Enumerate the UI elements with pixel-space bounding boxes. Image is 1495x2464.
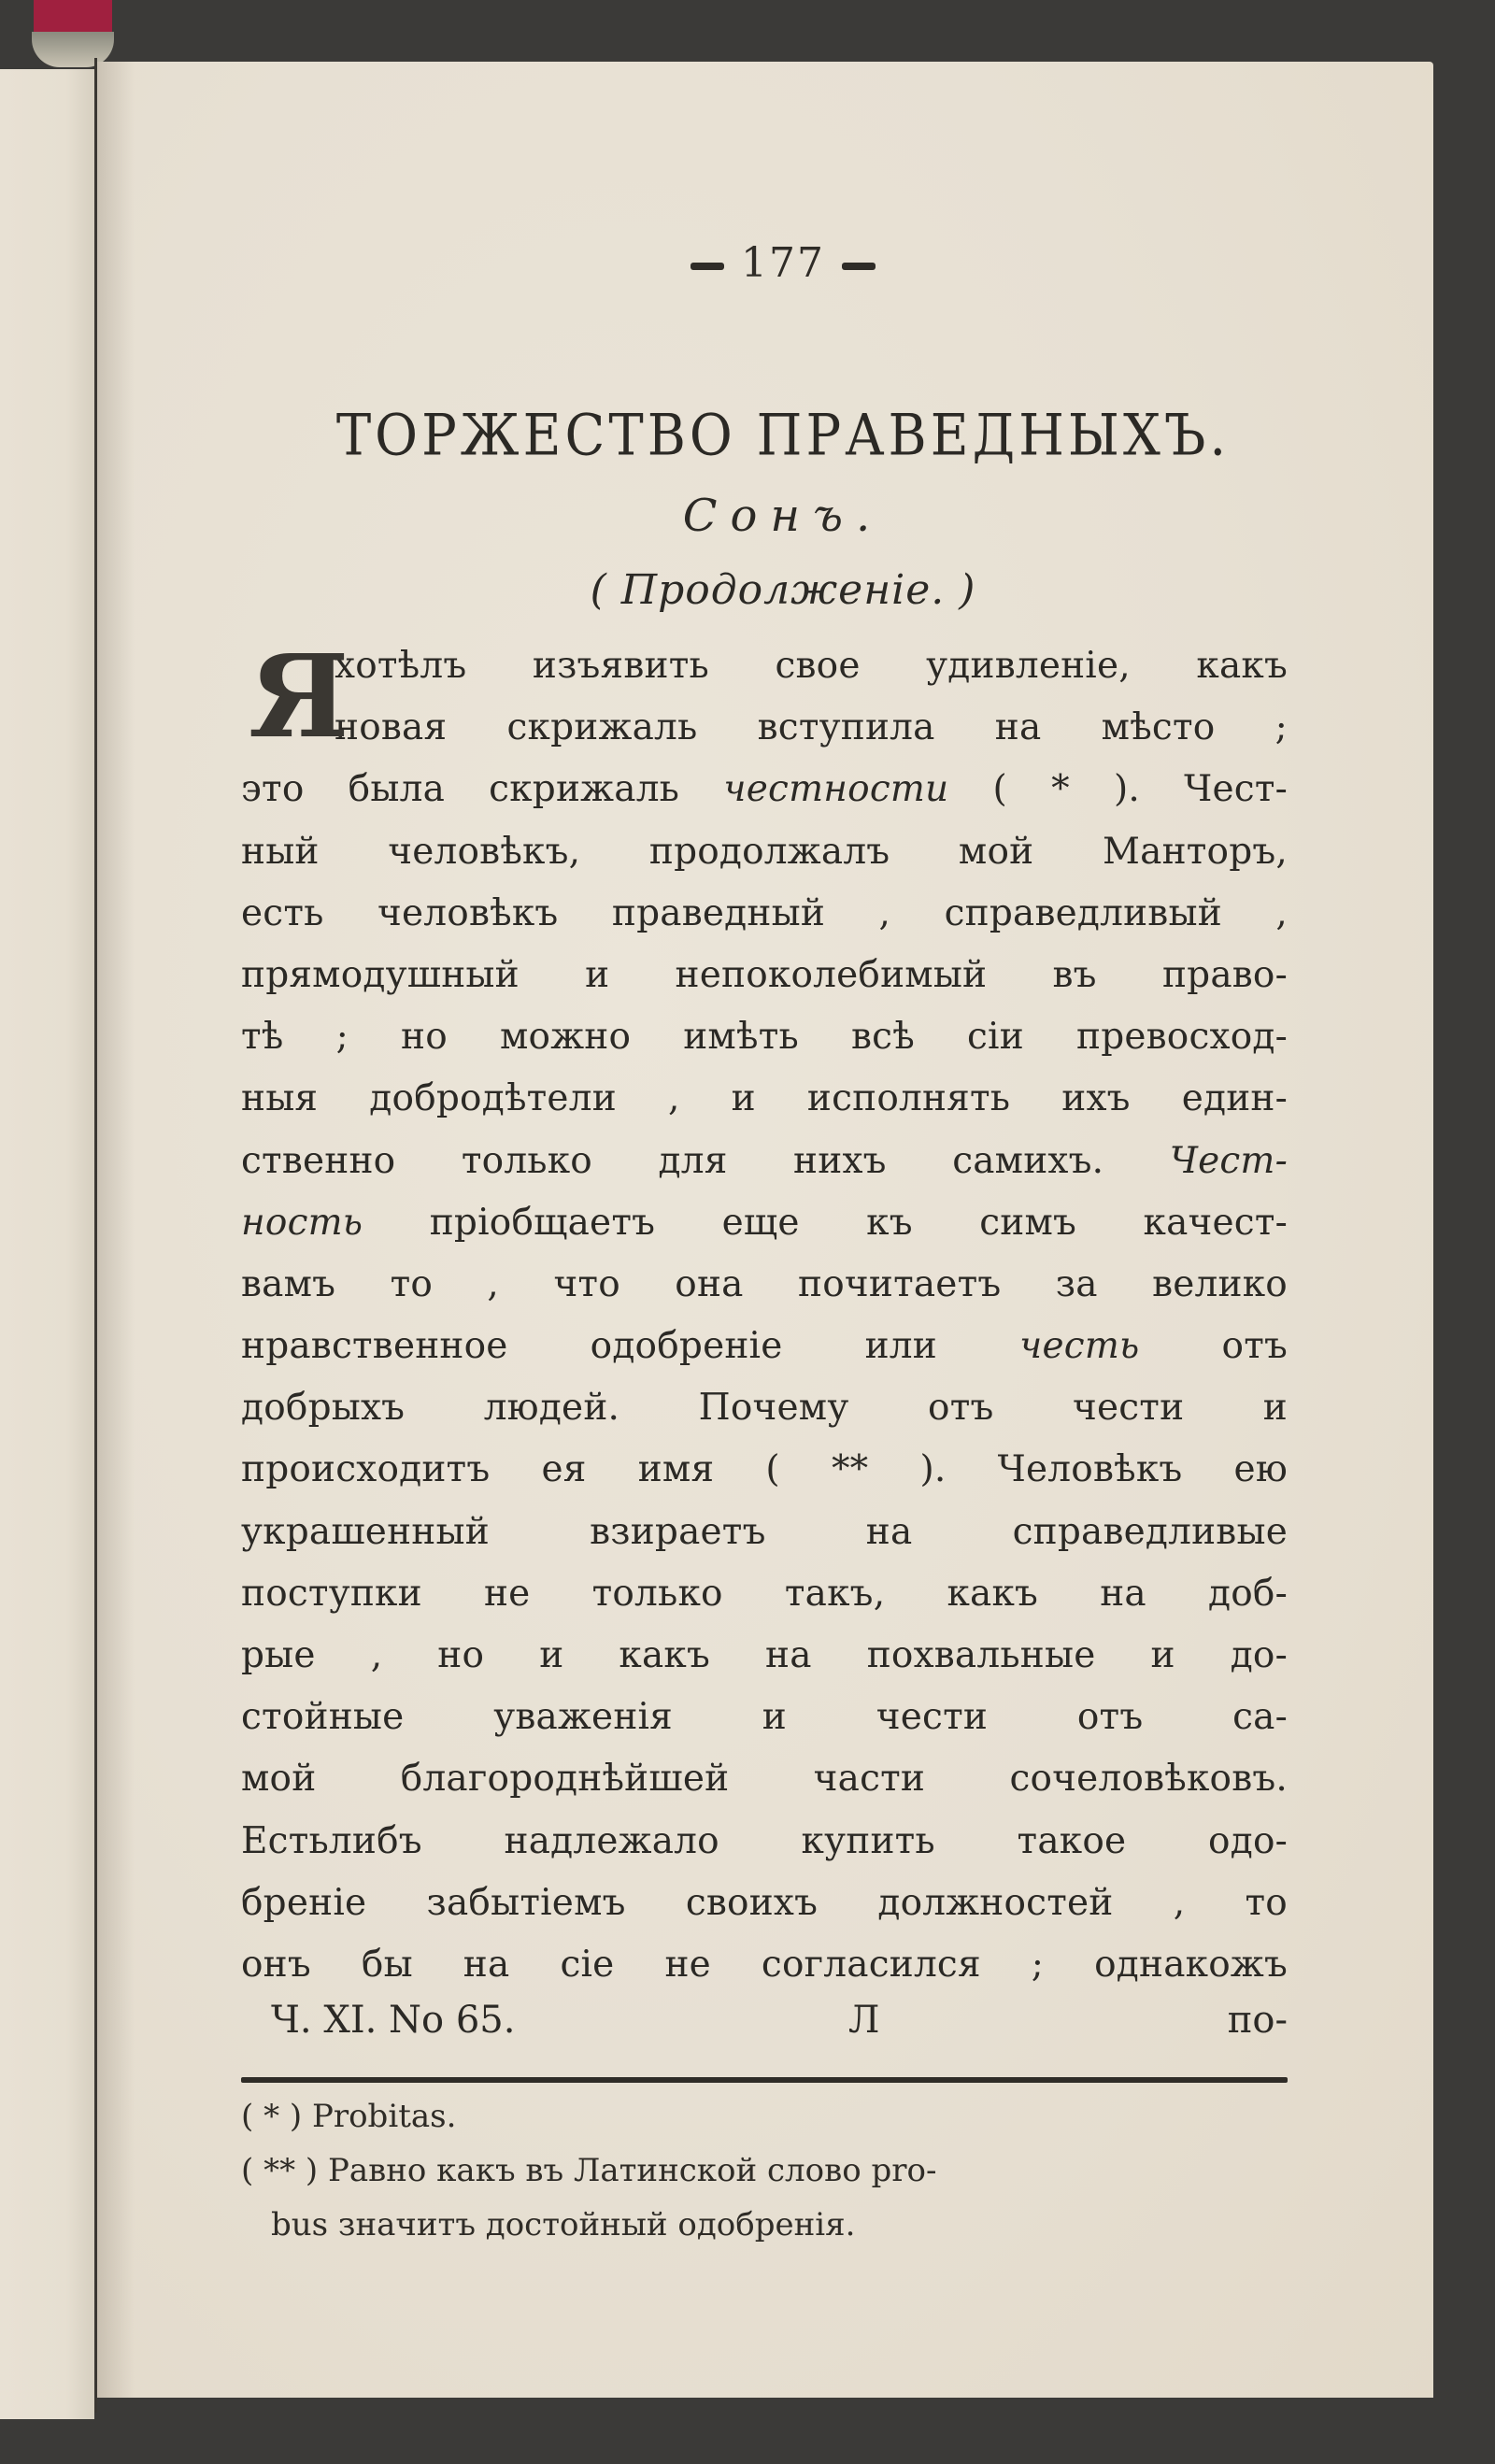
text-segment: ственно только для нихъ самихъ. [241,1139,1170,1182]
text-segment: есть человѣкъ праведный , справедливый , [241,891,1288,934]
footnote-continuation: bus значитъ достойный одобренія. [271,2206,856,2243]
text-segment: это была скрижаль [241,768,724,811]
text-segment: происходитъ ея имя ( ** ). Человѣкъ ею [241,1448,1288,1491]
text-line [241,1811,1288,1873]
text-segment: новая скрижаль вступила на мѣсто ; [335,706,1288,749]
text-line [241,1254,1288,1316]
page-number-value: 177 [741,239,825,287]
text-line [241,1687,1288,1748]
text-line [241,1192,1288,1254]
italic-text: ность [241,1201,363,1244]
text-segment: тѣ ; но можно имѣть всѣ сіи превосход- [241,1016,1288,1059]
text-segment: вамъ то , что она почитаетъ за велико [241,1262,1288,1305]
text-line [241,1439,1288,1501]
chapter-subtitle: Сонъ. [682,490,884,542]
text-segment: ный человѣкъ, продолжалъ мой Манторъ, [241,830,1288,873]
text-segment: ныя добродѣтели , и исполнять ихъ един- [241,1077,1288,1120]
text-segment: ( * ). Чест- [948,768,1288,811]
signature-line [241,1992,1288,2048]
left-page-edge [0,69,94,2419]
text-line [241,1748,1288,1810]
text-line [241,1316,1288,1377]
italic-text: честности [723,768,949,811]
text-segment: отъ [1139,1325,1288,1368]
text-line [241,1006,1288,1068]
text-line [241,1873,1288,1934]
text-segment: пріобщаетъ еще къ симъ качест- [363,1201,1288,1244]
text-line [241,821,1288,883]
book-page [97,62,1433,2398]
footnotes [241,2089,1288,2252]
text-segment: прямодушный и непоколебимый въ право- [241,953,1288,996]
chapter-title: ТОРЖЕСТВО ПРАВЕДНЫХЪ. [335,403,1231,469]
footnote-rule [241,2077,1288,2083]
dash-ornament [842,263,876,270]
text-line [241,1502,1288,1563]
text-segment: рые , но и какъ на похвальные и до- [241,1634,1288,1676]
text-line [241,1068,1288,1130]
continued-label: ( Продолженіе. ) [590,566,976,614]
footnote: ( * ) Probitas. [241,2098,457,2135]
signature-mark: Л [848,1999,880,2042]
part-number: Ч. XI. No 65. [271,1999,516,2042]
bookmark-ribbon [34,0,112,34]
footnote: ( ** ) Равно какъ въ Латинской слово pro- [241,2152,937,2189]
text-line [241,1934,1288,1996]
text-line [241,697,1288,759]
text-line [241,1131,1288,1192]
catchword: по- [1227,1999,1288,2042]
text-line [241,1625,1288,1687]
italic-text: честь [1019,1325,1140,1368]
text-line [241,1563,1288,1625]
text-segment: добрыхъ людей. Почему отъ чести и [241,1387,1288,1430]
text-segment: нравственное одобреніе или [241,1325,1020,1368]
text-segment: украшенный взираетъ на справедливые [241,1510,1288,1553]
text-segment: онъ бы на сіе не согласился ; однакожъ [241,1943,1288,1986]
text-segment: мой благороднѣйшей части сочеловѣковъ. [241,1758,1288,1801]
page-number [241,239,1325,287]
text-segment: стойные уваженія и чести отъ са- [241,1696,1288,1739]
text-line [241,1377,1288,1439]
text-segment: бреніе забытіемъ своихъ должностей , то [241,1881,1288,1924]
text-line [241,759,1288,820]
text-line [241,635,1288,697]
text-segment: хотѣлъ изъявить свое удивленіе, какъ [335,645,1288,687]
drop-cap: Я [249,629,349,763]
text-line [241,883,1288,945]
text-lines [241,629,1288,1996]
dash-ornament [691,263,724,270]
text-line [241,945,1288,1006]
body-text [241,629,1288,1996]
text-segment: поступки не только такъ, какъ на доб- [241,1572,1288,1615]
italic-text: Чест- [1169,1139,1288,1182]
text-segment: Естьлибъ надлежало купить такое одо- [241,1819,1288,1862]
